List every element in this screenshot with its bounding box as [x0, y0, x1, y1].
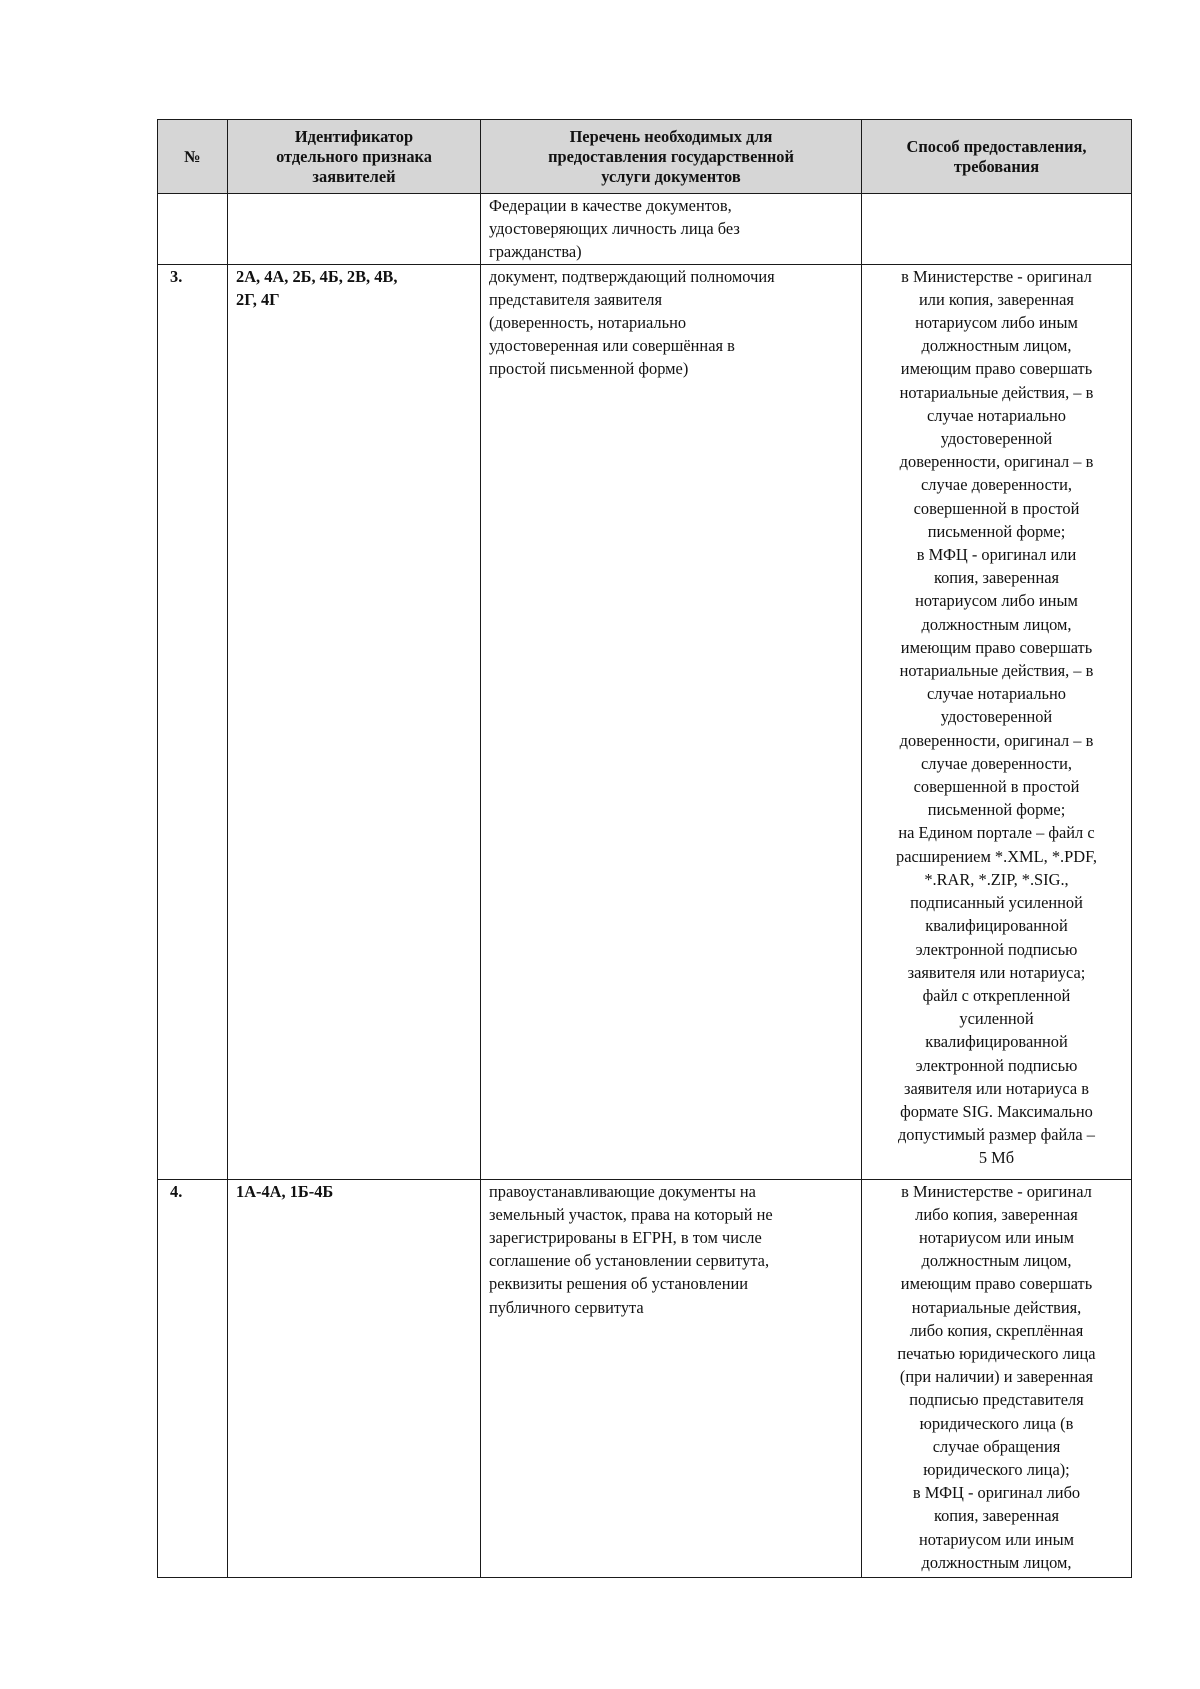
- row-number: [158, 194, 228, 265]
- row-documents: документ, подтверждающий полномочия представителя заявителя (доверенность, нотариально удостоверенная или совершённая в простой письменной форме): [481, 264, 862, 1179]
- table-header-row: [158, 120, 1132, 194]
- header-documents: Перечень необходимых для предоставления государственной услуги документов: [481, 120, 862, 194]
- row-method: в Министерстве - оригинал или копия, заверенная нотариусом либо иным должностным лицом, имеющим право совершать нотариальные действия, – в случае нотариально удостоверенной доверенности, оригинал – в случае доверенности, совершенной в простой письменной форме; в МФЦ - оригинал или копия, заверенная нотариусом либо иным должностным лицом, имеющим право совершать нотариальные действия, – в случае нотариально удостоверенной доверенности, оригинал – в случае доверенности, совершенной в простой письменной форме; на Едином портале – файл с расширением *.XML, *.PDF, *.RAR, *.ZIP, *.SIG., подписанный усиленной квалифицированной электронной подписью заявителя или нотариуса; файл с открепленной усиленной квалифицированной электронной подписью заявителя или нотариуса в формате SIG. Максимально допустимый размер файла – 5 Мб: [862, 264, 1132, 1179]
- row-identifier: 1А-4А, 1Б-4Б: [228, 1179, 481, 1577]
- row-number: 3.: [158, 264, 228, 1179]
- row-number: 4.: [158, 1179, 228, 1577]
- row-identifier: [228, 194, 481, 265]
- table-row: [158, 264, 1132, 1179]
- header-method: Способ предоставления, требования: [862, 120, 1132, 194]
- row-method: [862, 194, 1132, 265]
- header-number: №: [158, 120, 228, 194]
- requirements-table: [157, 119, 1132, 1578]
- header-identifier: Идентификатор отдельного признака заявителей: [228, 120, 481, 194]
- table-row: [158, 194, 1132, 265]
- row-documents: Федерации в качестве документов, удостоверяющих личность лица без гражданства): [481, 194, 862, 265]
- row-method: в Министерстве - оригинал либо копия, заверенная нотариусом или иным должностным лицом, имеющим право совершать нотариальные действия, либо копия, скреплённая печатью юридического лица (при наличии) и заверенная подписью представителя юридического лица (в случае обращения юридического лица); в МФЦ - оригинал либо копия, заверенная нотариусом или иным должностным лицом,: [862, 1179, 1132, 1577]
- table-row: [158, 1179, 1132, 1577]
- row-documents: правоустанавливающие документы на земельный участок, права на который не зарегистрированы в ЕГРН, в том числе соглашение об установлении сервитута, реквизиты решения об установлении публичного сервитута: [481, 1179, 862, 1577]
- row-identifier: 2А, 4А, 2Б, 4Б, 2В, 4В, 2Г, 4Г: [228, 264, 481, 1179]
